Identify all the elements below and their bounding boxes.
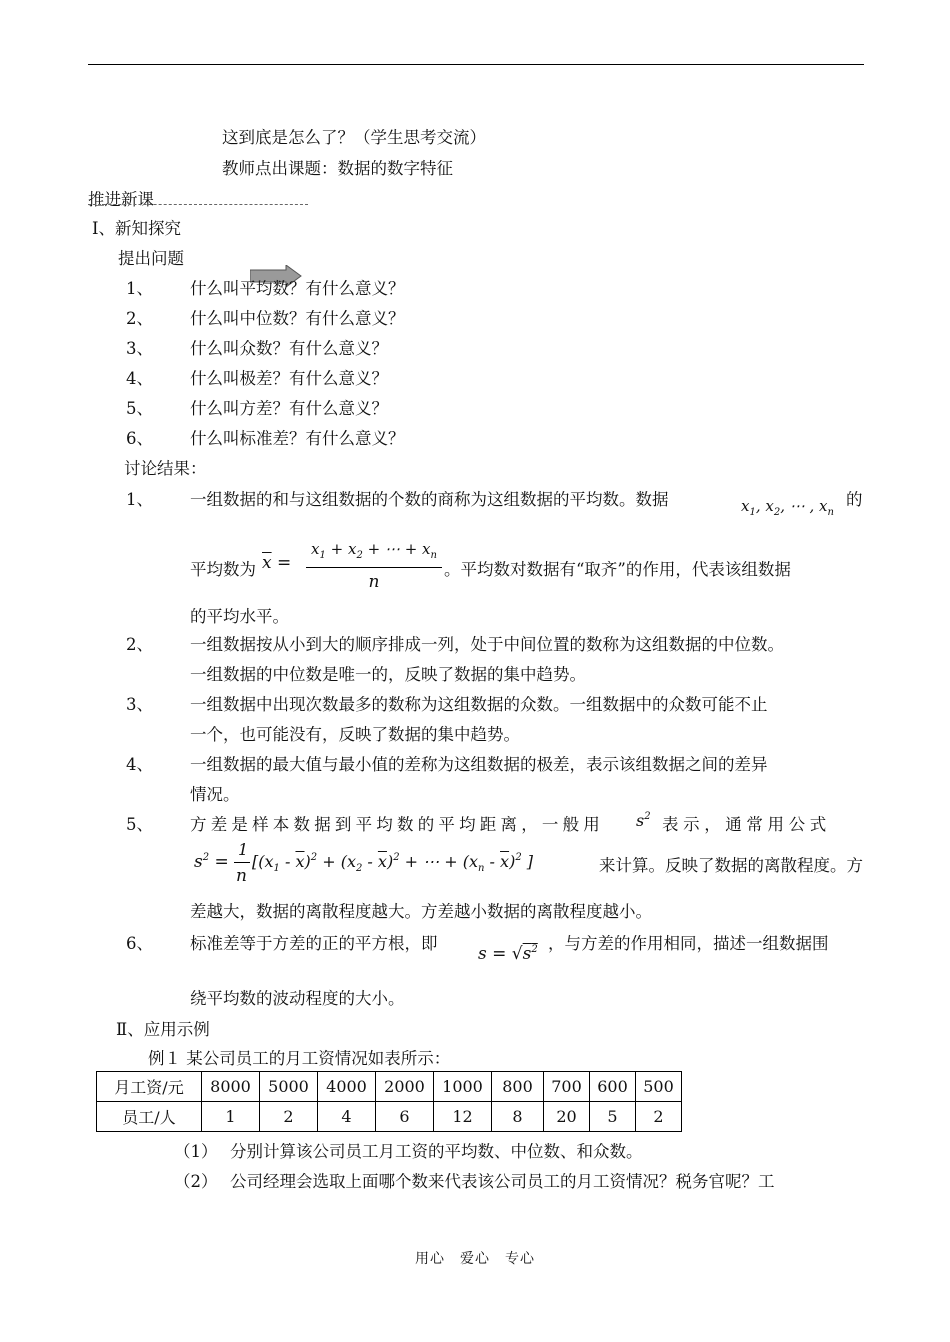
table-cell: 2 bbox=[260, 1102, 318, 1132]
table-cell: 4000 bbox=[318, 1072, 376, 1102]
question-text: 什么叫方差？有什么意义？ bbox=[190, 399, 388, 418]
intro-line-2: 教师点出课题：数据的数字特征 bbox=[222, 159, 453, 178]
sub-question-2: 公司经理会选取上面哪个数来代表该公司员工的月工资情况？税务官呢？工 bbox=[230, 1172, 775, 1191]
result-1-line-1: 一组数据的和与这组数据的个数的商称为这组数据的平均数。数据 bbox=[190, 490, 669, 509]
table-cell: 500 bbox=[636, 1072, 682, 1102]
formula-variance-n: n bbox=[236, 866, 247, 886]
formula-variance-one: 1 bbox=[238, 840, 249, 859]
result-4-line-2: 情况。 bbox=[190, 785, 240, 804]
formula-variance-fraction-bar bbox=[234, 862, 250, 863]
page-footer: 用心 爱心 专心 bbox=[415, 1251, 535, 1267]
table-cell: 4 bbox=[318, 1102, 376, 1132]
result-3-line-1: 一组数据中出现次数最多的数称为这组数据的众数。一组数据中的众数可能不止 bbox=[190, 695, 768, 714]
part1-subtitle: 提出问题 bbox=[118, 249, 184, 268]
result-3-line-2: 一个，也可能没有，反映了数据的集中趋势。 bbox=[190, 725, 520, 744]
result-4-line-1: 一组数据的最大值与最小值的差称为这组数据的极差，表示该组数据之间的差异 bbox=[190, 755, 768, 774]
sub-question-1: 分别计算该公司员工月工资的平均数、中位数、和众数。 bbox=[230, 1142, 643, 1161]
table-cell: 6 bbox=[376, 1102, 434, 1132]
question-number: 5、 bbox=[126, 399, 153, 418]
table-row bbox=[97, 1072, 682, 1102]
table-cell: 1 bbox=[202, 1102, 260, 1132]
part1-title: Ⅰ、新知探究 bbox=[92, 219, 182, 238]
question-text: 什么叫标准差？有什么意义？ bbox=[190, 429, 405, 448]
result-number: 2、 bbox=[126, 635, 153, 654]
table-cell: 2 bbox=[636, 1102, 682, 1132]
question-number: 2、 bbox=[126, 309, 153, 328]
table-row bbox=[97, 1102, 682, 1132]
result-number: 3、 bbox=[126, 695, 153, 714]
results-label: 讨论结果： bbox=[124, 459, 207, 478]
formula-mean-numerator: $x_1 + x_2$ + ⋯ + $x_n$ bbox=[311, 540, 437, 561]
result-1-suffix: 的 bbox=[846, 490, 863, 509]
formula-mean-fraction-bar bbox=[306, 567, 442, 568]
intro-line-1: 这到底是怎么了？（学生思考交流） bbox=[222, 128, 486, 147]
table-row-label: 月工资/元 bbox=[97, 1072, 202, 1102]
table-cell: 8 bbox=[492, 1102, 544, 1132]
sub-question-number: （2） bbox=[174, 1172, 218, 1191]
table-cell: 5 bbox=[590, 1102, 636, 1132]
result-5-line-1-end: 表示，通常用公式 bbox=[662, 815, 831, 834]
question-text: 什么叫平均数？有什么意义？ bbox=[190, 279, 405, 298]
table-cell: 20 bbox=[544, 1102, 590, 1132]
result-number: 1、 bbox=[126, 490, 153, 509]
sub-question-number: （1） bbox=[174, 1142, 218, 1161]
result-5-line-1: 方差是样本数据到平均数的平均距离，一般用 bbox=[190, 815, 604, 834]
formula-s-squared: $s^2$ bbox=[636, 811, 651, 830]
table-cell: 12 bbox=[434, 1102, 492, 1132]
header-rule bbox=[88, 64, 864, 65]
table-cell: 700 bbox=[544, 1072, 590, 1102]
formula-variance-body: [$(x_1 - \overline{x})^2 + (x_2 - \overline{x})^2$ + ⋯ + $(x_n - \overline{x})^2$ ] bbox=[252, 852, 534, 874]
result-5-line-2: 来计算。反映了数据的离散程度。方 bbox=[599, 856, 863, 875]
table-row-label: 员工/人 bbox=[97, 1102, 202, 1132]
question-text: 什么叫众数？有什么意义？ bbox=[190, 339, 388, 358]
result-number: 4、 bbox=[126, 755, 153, 774]
table-cell: 2000 bbox=[376, 1072, 434, 1102]
question-number: 1、 bbox=[126, 279, 153, 298]
result-1-line-2: 。平均数对数据有“取齐”的作用，代表该组数据 bbox=[444, 560, 791, 579]
result-6-line-2: 绕平均数的波动程度的大小。 bbox=[190, 989, 405, 1008]
table-cell: 8000 bbox=[202, 1072, 260, 1102]
question-number: 3、 bbox=[126, 339, 153, 358]
result-5-line-3: 差越大，数据的离散程度越大。方差越小数据的离散程度越小。 bbox=[190, 902, 652, 921]
table-cell: 600 bbox=[590, 1072, 636, 1102]
table-cell: 800 bbox=[492, 1072, 544, 1102]
table-cell: 5000 bbox=[260, 1072, 318, 1102]
question-text: 什么叫极差？有什么意义？ bbox=[190, 369, 388, 388]
result-1-line-3: 的平均水平。 bbox=[190, 607, 289, 626]
example-title: 例１ 某公司员工的月工资情况如表所示： bbox=[148, 1049, 451, 1068]
section-underline bbox=[88, 204, 308, 205]
formula-data-list: $x_1$, $x_2$, ⋯ , $x_n$ bbox=[741, 497, 834, 518]
formula-mean-denominator: n bbox=[368, 572, 380, 592]
formula-mean-xbar: $\overline{x}$ = bbox=[262, 553, 292, 573]
section-title: 推进新课 bbox=[88, 190, 154, 209]
part2-title: Ⅱ、应用示例 bbox=[116, 1020, 210, 1039]
result-6-line-1-end: ，与方差的作用相同，描述一组数据围 bbox=[548, 934, 829, 953]
result-2-line-2: 一组数据的中位数是唯一的，反映了数据的集中趋势。 bbox=[190, 665, 586, 684]
result-number: 6、 bbox=[126, 934, 153, 953]
question-text: 什么叫中位数？有什么意义？ bbox=[190, 309, 405, 328]
question-number: 6、 bbox=[126, 429, 153, 448]
result-6-line-1: 标准差等于方差的正的平方根，即 bbox=[190, 934, 438, 953]
wage-table bbox=[96, 1071, 682, 1132]
result-2-line-1: 一组数据按从小到大的顺序排成一列，处于中间位置的数称为这组数据的中位数。 bbox=[190, 635, 784, 654]
formula-variance-lhs: $s^2$ = bbox=[194, 852, 229, 872]
result-1-mean-label: 平均数为 bbox=[190, 560, 256, 579]
question-number: 4、 bbox=[126, 369, 153, 388]
table-cell: 1000 bbox=[434, 1072, 492, 1102]
formula-std-dev: $s = √s^2$ bbox=[478, 944, 538, 964]
result-number: 5、 bbox=[126, 815, 153, 834]
